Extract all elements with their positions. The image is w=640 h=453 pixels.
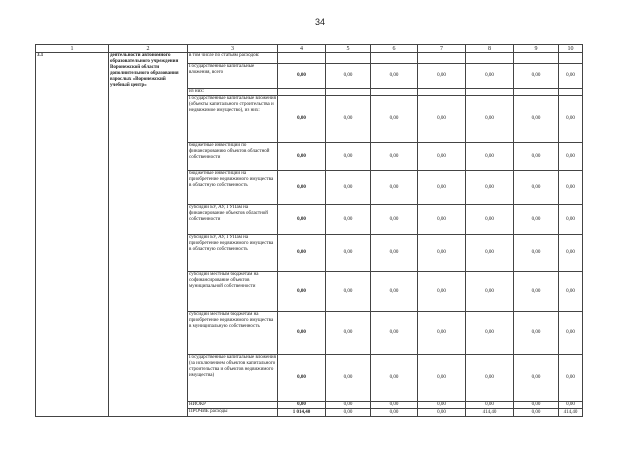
value-cell: 0,00 [559,355,583,402]
value-cell: 0,00 [278,96,326,143]
value-cell: 0,00 [559,402,583,409]
value-cell: 0,00 [326,272,371,312]
value-cell: 0,00 [326,312,371,355]
expense-description: субсидии местным бюджетам на приобретение недвижимого имущества в муниципальную собственность [188,312,278,355]
value-cell: 0,00 [466,205,514,235]
value-cell: 0,00 [371,312,418,355]
expense-description: субсидии БУ, АУ, ГУПам на финансирование объектов областной собственности [188,205,278,235]
value-cell: 0,00 [466,171,514,205]
expense-description: субсидии местным бюджетам на софинансирование объектов муниципальной собственности [188,272,278,312]
col-header: 1 [36,45,109,53]
value-cell [278,53,326,64]
value-cell: 0,00 [514,96,559,143]
value-cell: 0,00 [326,235,371,272]
value-cell: 0,00 [559,272,583,312]
value-cell: 0,00 [371,171,418,205]
value-cell: 0,00 [418,96,466,143]
value-cell: 0,00 [514,143,559,171]
value-cell [278,89,326,96]
col-header: 7 [418,45,466,53]
value-cell: 0,00 [559,205,583,235]
row-code: 3.1 [36,53,109,417]
value-cell: 0,00 [326,96,371,143]
value-cell: 0,00 [514,402,559,409]
value-cell [514,89,559,96]
expense-description: бюджетные инвестиции на приобретение недвижимого имущества в областную собственность [188,171,278,205]
page-number: 34 [314,17,325,27]
value-cell: 0,00 [418,171,466,205]
value-cell: 0,00 [326,64,371,89]
budget-table [35,44,583,417]
value-cell: 0,00 [559,312,583,355]
value-cell [466,89,514,96]
value-cell: 0,00 [418,143,466,171]
value-cell: 0,00 [514,312,559,355]
value-cell [326,89,371,96]
col-header: 10 [559,45,583,53]
value-cell: 0,00 [371,409,418,417]
value-cell: 0,00 [371,235,418,272]
value-cell: 0,00 [514,235,559,272]
value-cell: 0,00 [559,235,583,272]
value-cell: 414,40 [466,409,514,417]
col-header: 6 [371,45,418,53]
value-cell: 0,00 [466,355,514,402]
value-cell: 0,00 [326,171,371,205]
value-cell [418,53,466,64]
value-cell: 0,00 [371,205,418,235]
value-cell: 0,00 [278,235,326,272]
value-cell: 0,00 [278,402,326,409]
value-cell: 0,00 [418,409,466,417]
expense-description: бюджетные инвестиции по финансированию объектов областной собственности [188,143,278,171]
value-cell: 0,00 [418,402,466,409]
value-cell: 0,00 [278,312,326,355]
value-cell: 0,00 [278,355,326,402]
row-name: деятельности автономного образовательного учреждения Воронежской области дополнительного образования взрослых «Воронежский учебный центр» [109,53,188,417]
value-cell: 0,00 [466,272,514,312]
value-cell: 0,00 [326,205,371,235]
value-cell: 0,00 [559,171,583,205]
value-cell: 0,00 [418,355,466,402]
value-cell: 0,00 [514,272,559,312]
col-header: 9 [514,45,559,53]
value-cell: 0,00 [514,355,559,402]
value-cell: 0,00 [326,402,371,409]
value-cell: 0,00 [418,64,466,89]
col-header: 8 [466,45,514,53]
value-cell: 0,00 [371,143,418,171]
value-cell [326,53,371,64]
value-cell [418,89,466,96]
value-cell [371,53,418,64]
expense-description: Государственные капитальные вложения, всего [188,64,278,89]
expense-description: Государственные капитальные вложения (объекты капитального строительства и недвижимое имущество), из них: [188,96,278,143]
table-row [36,53,583,64]
value-cell: 0,00 [278,272,326,312]
value-cell: 0,00 [466,312,514,355]
value-cell: 0,00 [371,402,418,409]
value-cell: 0,00 [559,64,583,89]
value-cell: 0,00 [559,143,583,171]
value-cell: 0,00 [278,64,326,89]
value-cell: 0,00 [371,64,418,89]
col-header: 5 [326,45,371,53]
expense-description: субсидии БУ, АУ, ГУПам на приобретение недвижимого имущества в областную собственность [188,235,278,272]
expense-description: НИОКР [188,402,278,409]
value-cell: 0,00 [326,409,371,417]
value-cell: 0,00 [278,171,326,205]
value-cell [559,89,583,96]
col-header: 3 [188,45,278,53]
value-cell: 0,00 [466,235,514,272]
col-header: 4 [278,45,326,53]
value-cell [371,89,418,96]
value-cell: 414,40 [559,409,583,417]
value-cell [466,53,514,64]
table-body [36,45,583,417]
value-cell: 0,00 [559,96,583,143]
value-cell: 0,00 [514,64,559,89]
value-cell: 0,00 [418,235,466,272]
value-cell: 0,00 [371,272,418,312]
value-cell: 0,00 [418,312,466,355]
value-cell [559,53,583,64]
value-cell: 0,00 [514,409,559,417]
value-cell [514,53,559,64]
value-cell: 0,00 [418,205,466,235]
expense-description: ПРОЧИЕ расходы [188,409,278,417]
col-header: 2 [109,45,188,53]
expense-description: в том числе по статьям расходов: [188,53,278,64]
value-cell: 0,00 [418,272,466,312]
value-cell: 0,00 [466,143,514,171]
value-cell: 0,00 [326,355,371,402]
value-cell: 0,00 [278,143,326,171]
value-cell: 0,00 [466,96,514,143]
value-cell: 1 014,40 [278,409,326,417]
value-cell: 0,00 [514,205,559,235]
value-cell: 0,00 [326,143,371,171]
value-cell: 0,00 [278,205,326,235]
value-cell: 0,00 [371,355,418,402]
expense-description: Государственные капитальные вложения (за исключением объектов капитального строительства и объектов недвижимого имущества) [188,355,278,402]
header-row [36,45,583,53]
value-cell: 0,00 [371,96,418,143]
value-cell: 0,00 [466,64,514,89]
value-cell: 0,00 [466,402,514,409]
expense-description: из них: [188,89,278,96]
value-cell: 0,00 [514,171,559,205]
